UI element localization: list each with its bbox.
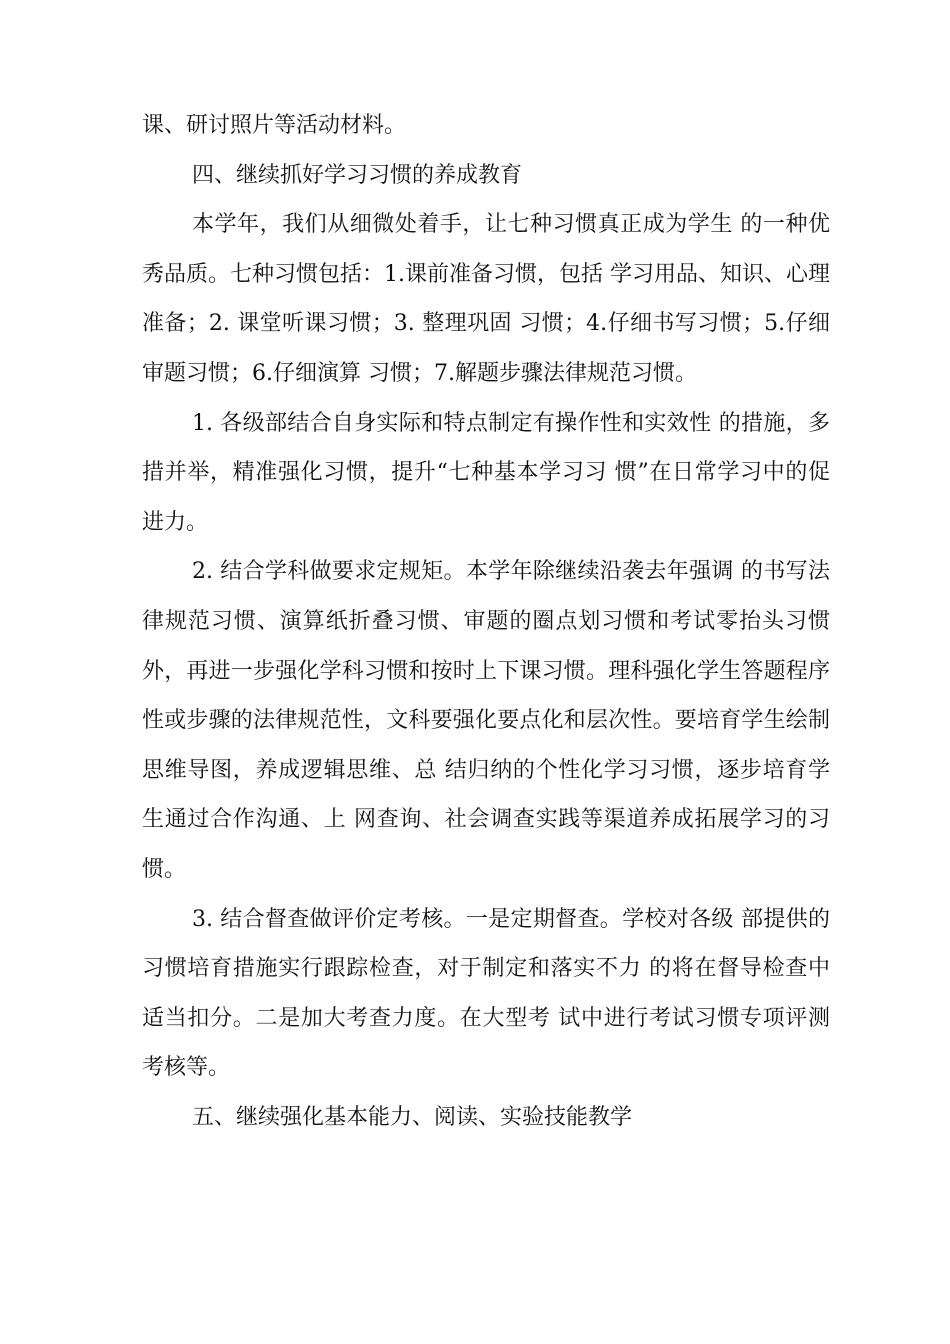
section-heading-four: 四、继续抓好学习习惯的养成教育 bbox=[192, 162, 523, 188]
paragraph-seven-habits: 本学年，我们从细微处着手，让七种习惯真正成为学生 的一种优秀品质。七种习惯包括：1.课前准备习惯，包括 学习用品、知识、心理准备；2. 课堂听课习惯；3. 整理巩固 习惯；4.仔细书写习惯；5.仔细审题习惯；6.仔细演算 习惯；7.解题步骤法律规范习惯。 bbox=[142, 212, 830, 386]
document-page bbox=[142, 101, 830, 1142]
paragraph-item-1: 1. 各级部结合自身实际和特点制定有操作性和实效性 的措施，多措并举，精准强化习惯，提升“七种基本学习习 惯”在日常学习中的促进力。 bbox=[142, 410, 830, 535]
paragraph-continuation: 课、研讨照片等活动材料。 bbox=[142, 113, 407, 138]
section-heading-five: 五、继续强化基本能力、阅读、实验技能教学 bbox=[192, 1104, 633, 1130]
paragraph-item-3: 3. 结合督查做评价定考核。一是定期督查。学校对各级 部提供的习惯培育措施实行跟踪检查，对于制定和落实不力 的将在督导检查中适当扣分。二是加大考查力度。在大型考 试中进行考试习惯专项评测考核等。 bbox=[142, 906, 830, 1081]
paragraph-item-2: 2. 结合学科做要求定规矩。本学年除继续沿袭去年强调 的书写法律规范习惯、演算纸折叠习惯、审题的圈点划习惯和考试零抬头习惯外，再进一步强化学科习惯和按时上下课习惯。理科强化学生答题程序性或步骤的法律规范性，文科要强化要点化和层次性。要培育学生绘制思维导图，养成逻辑思维、总 结归纳的个性化学习习惯，逐步培育学生通过合作沟通、上 网查询、社会调查实践等渠道养成拓展学习的习惯。 bbox=[142, 559, 830, 882]
